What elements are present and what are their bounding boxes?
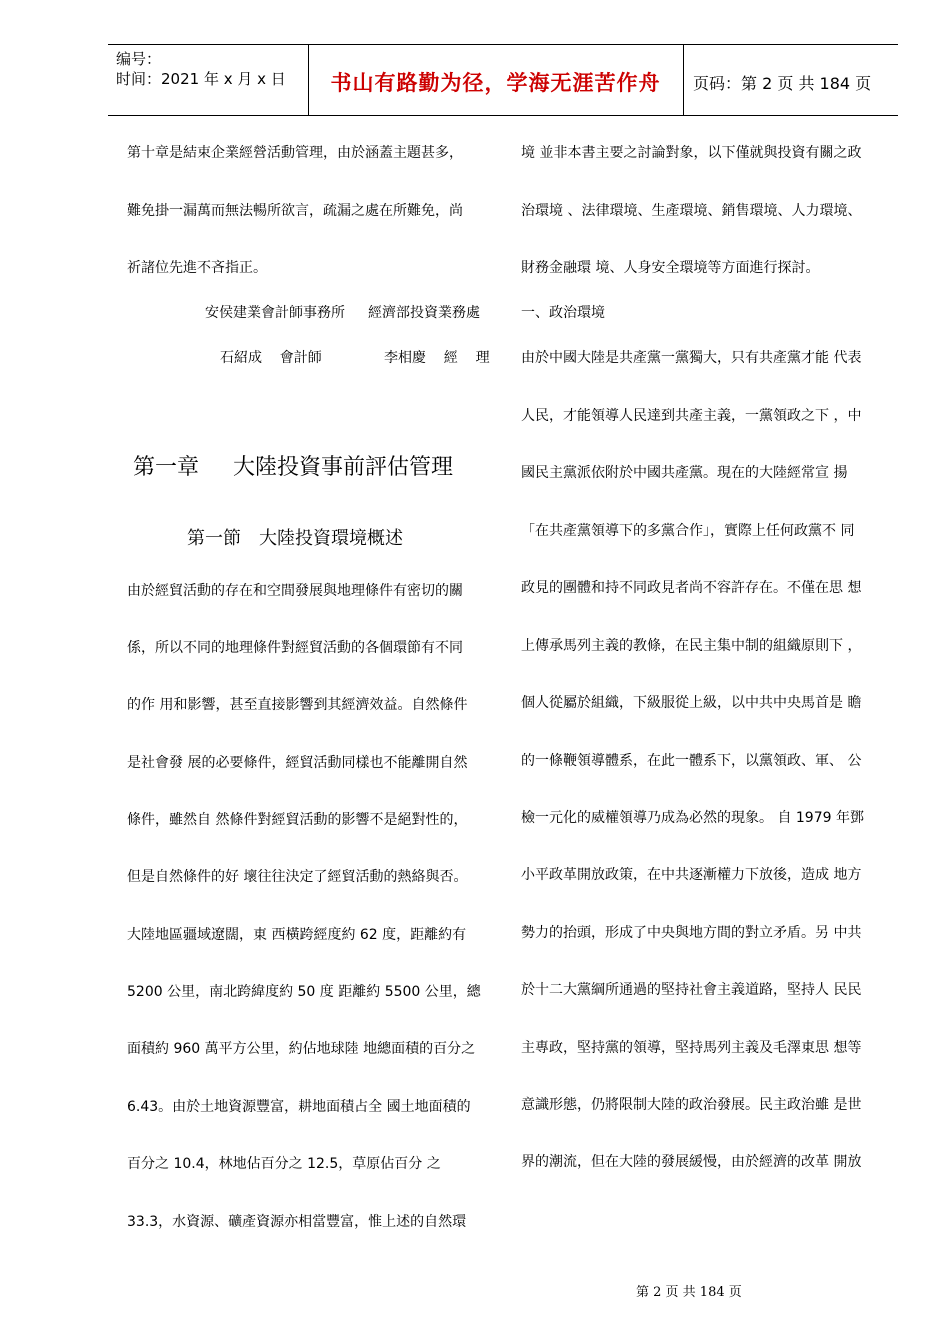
body-line: 係，所以不同的地理條件對經貿活動的各個環節有不同 <box>127 640 463 656</box>
section-title: 大陸投資環境概述 <box>259 528 403 549</box>
body-line: 意識形態，仍將限制大陸的政治發展。民主政治雖 是世 <box>521 1097 862 1113</box>
signature-name-manager: 李相慶 經 理 <box>384 350 490 366</box>
chapter-title: 大陸投資事前評估管理 <box>233 455 454 480</box>
body-line: 大陸地區疆域遼闊，東 西橫跨經度約 62 度，距離約有 <box>127 927 467 943</box>
document-time-label: 时间：2021 年 x 月 x 日 <box>116 70 286 88</box>
section-heading <box>187 524 403 550</box>
subheading-political-environment: 一、政治環境 <box>521 305 605 321</box>
intro-line: 難免掛一漏萬而無法暢所欲言，疏漏之處在所難免，尚 <box>127 203 463 219</box>
header-motto: 书山有路勤为径，学海无涯苦作舟 <box>330 71 661 95</box>
body-line: 面積約 960 萬平方公里，約佔地球陸 地總面積的百分之 <box>127 1041 476 1057</box>
body-line: 是社會發 展的必要條件，經貿活動同樣也不能離開自然 <box>127 755 468 771</box>
body-line: 上傳承馬列主義的教條，在民主集中制的組織原則下 ， <box>521 638 862 654</box>
body-line: 於十二大黨綱所通過的堅持社會主義道路，堅持人 民民 <box>521 982 862 998</box>
header-divider <box>683 45 684 115</box>
body-line: 6.43。由於土地資源豐富，耕地面積占全 國土地面積的 <box>127 1099 471 1115</box>
body-line: 但是自然條件的好 壞往往決定了經貿活動的熱絡與否。 <box>127 869 468 885</box>
document-number-label: 编号： <box>116 50 162 68</box>
body-line: 政見的團體和持不同政見者尚不容許存在。不僅在思 想 <box>521 580 862 596</box>
signature-org-ministry: 經濟部投資業務處 <box>368 305 480 321</box>
intro-line: 祈諸位先進不吝指正。 <box>127 260 267 276</box>
body-line: 5200 公里，南北跨緯度約 50 度 距離約 5500 公里，總 <box>127 984 481 1000</box>
body-line: 界的潮流，但在大陸的發展緩慢，由於經濟的改革 開放 <box>521 1154 862 1170</box>
header-meta <box>116 49 286 89</box>
chapter-heading <box>133 450 453 481</box>
body-line: 的作 用和影響，甚至直接影響到其經濟效益。自然條件 <box>127 697 468 713</box>
body-line: 條件，雖然自 然條件對經貿活動的影響不是絕對性的， <box>127 812 468 828</box>
body-line: 小平政革開放政策，在中共逐漸權力下放後，造成 地方 <box>521 867 862 883</box>
signature-org-accounting: 安侯建業會計師事務所 <box>205 305 345 321</box>
body-line: 人民，才能領導人民達到共產主義，一黨領政之下 ，中 <box>521 408 862 424</box>
body-line: 33.3，水資源、礦產資源亦相當豐富，惟上述的自然環 <box>127 1214 467 1230</box>
body-line: 國民主黨派依附於中國共產黨。現在的大陸經常宣 揚 <box>521 465 848 481</box>
body-line: 治環境 、法律環境、生產環境、銷售環境、人力環境、 <box>521 203 862 219</box>
body-line: 財務金融環 境、人身安全環境等方面進行探討。 <box>521 260 820 276</box>
body-line: 個人從屬於組織，下級服從上級，以中共中央馬首是 瞻 <box>521 695 862 711</box>
page-header <box>108 44 898 116</box>
signature-name-accountant: 石紹成 會計師 <box>220 350 322 366</box>
body-line: 由於經貿活動的存在和空間發展與地理條件有密切的關 <box>127 583 463 599</box>
body-line: 勢力的抬頭，形成了中央與地方間的對立矛盾。另 中共 <box>521 925 862 941</box>
body-line: 百分之 10.4，林地佔百分之 12.5，草原佔百分 之 <box>127 1156 441 1172</box>
footer-page-number: 第 2 页 共 184 页 <box>636 1285 742 1300</box>
body-line: 「在共產黨領導下的多黨合作」，實際上任何政黨不 同 <box>521 523 855 539</box>
body-line: 主專政，堅持黨的領導，堅持馬列主義及毛澤東思 想等 <box>521 1040 862 1056</box>
body-line: 由於中國大陸是共產黨一黨獨大，只有共產黨才能 代表 <box>521 350 862 366</box>
chapter-number: 第一章 <box>133 455 200 480</box>
intro-line: 第十章是結束企業經營活動管理，由於涵蓋主題甚多， <box>127 145 463 161</box>
body-line: 的一條鞭領導體系，在此一體系下，以黨領政、軍、 公 <box>521 753 862 769</box>
section-number: 第一節 <box>187 528 241 549</box>
body-line: 境 並非本書主要之討論對象，以下僅就與投資有關之政 <box>521 145 862 161</box>
body-line: 檢一元化的威權領導乃成為必然的現象。 自 1979 年鄧 <box>521 810 864 826</box>
header-page-number: 页码：第 2 页 共 184 页 <box>693 74 872 93</box>
